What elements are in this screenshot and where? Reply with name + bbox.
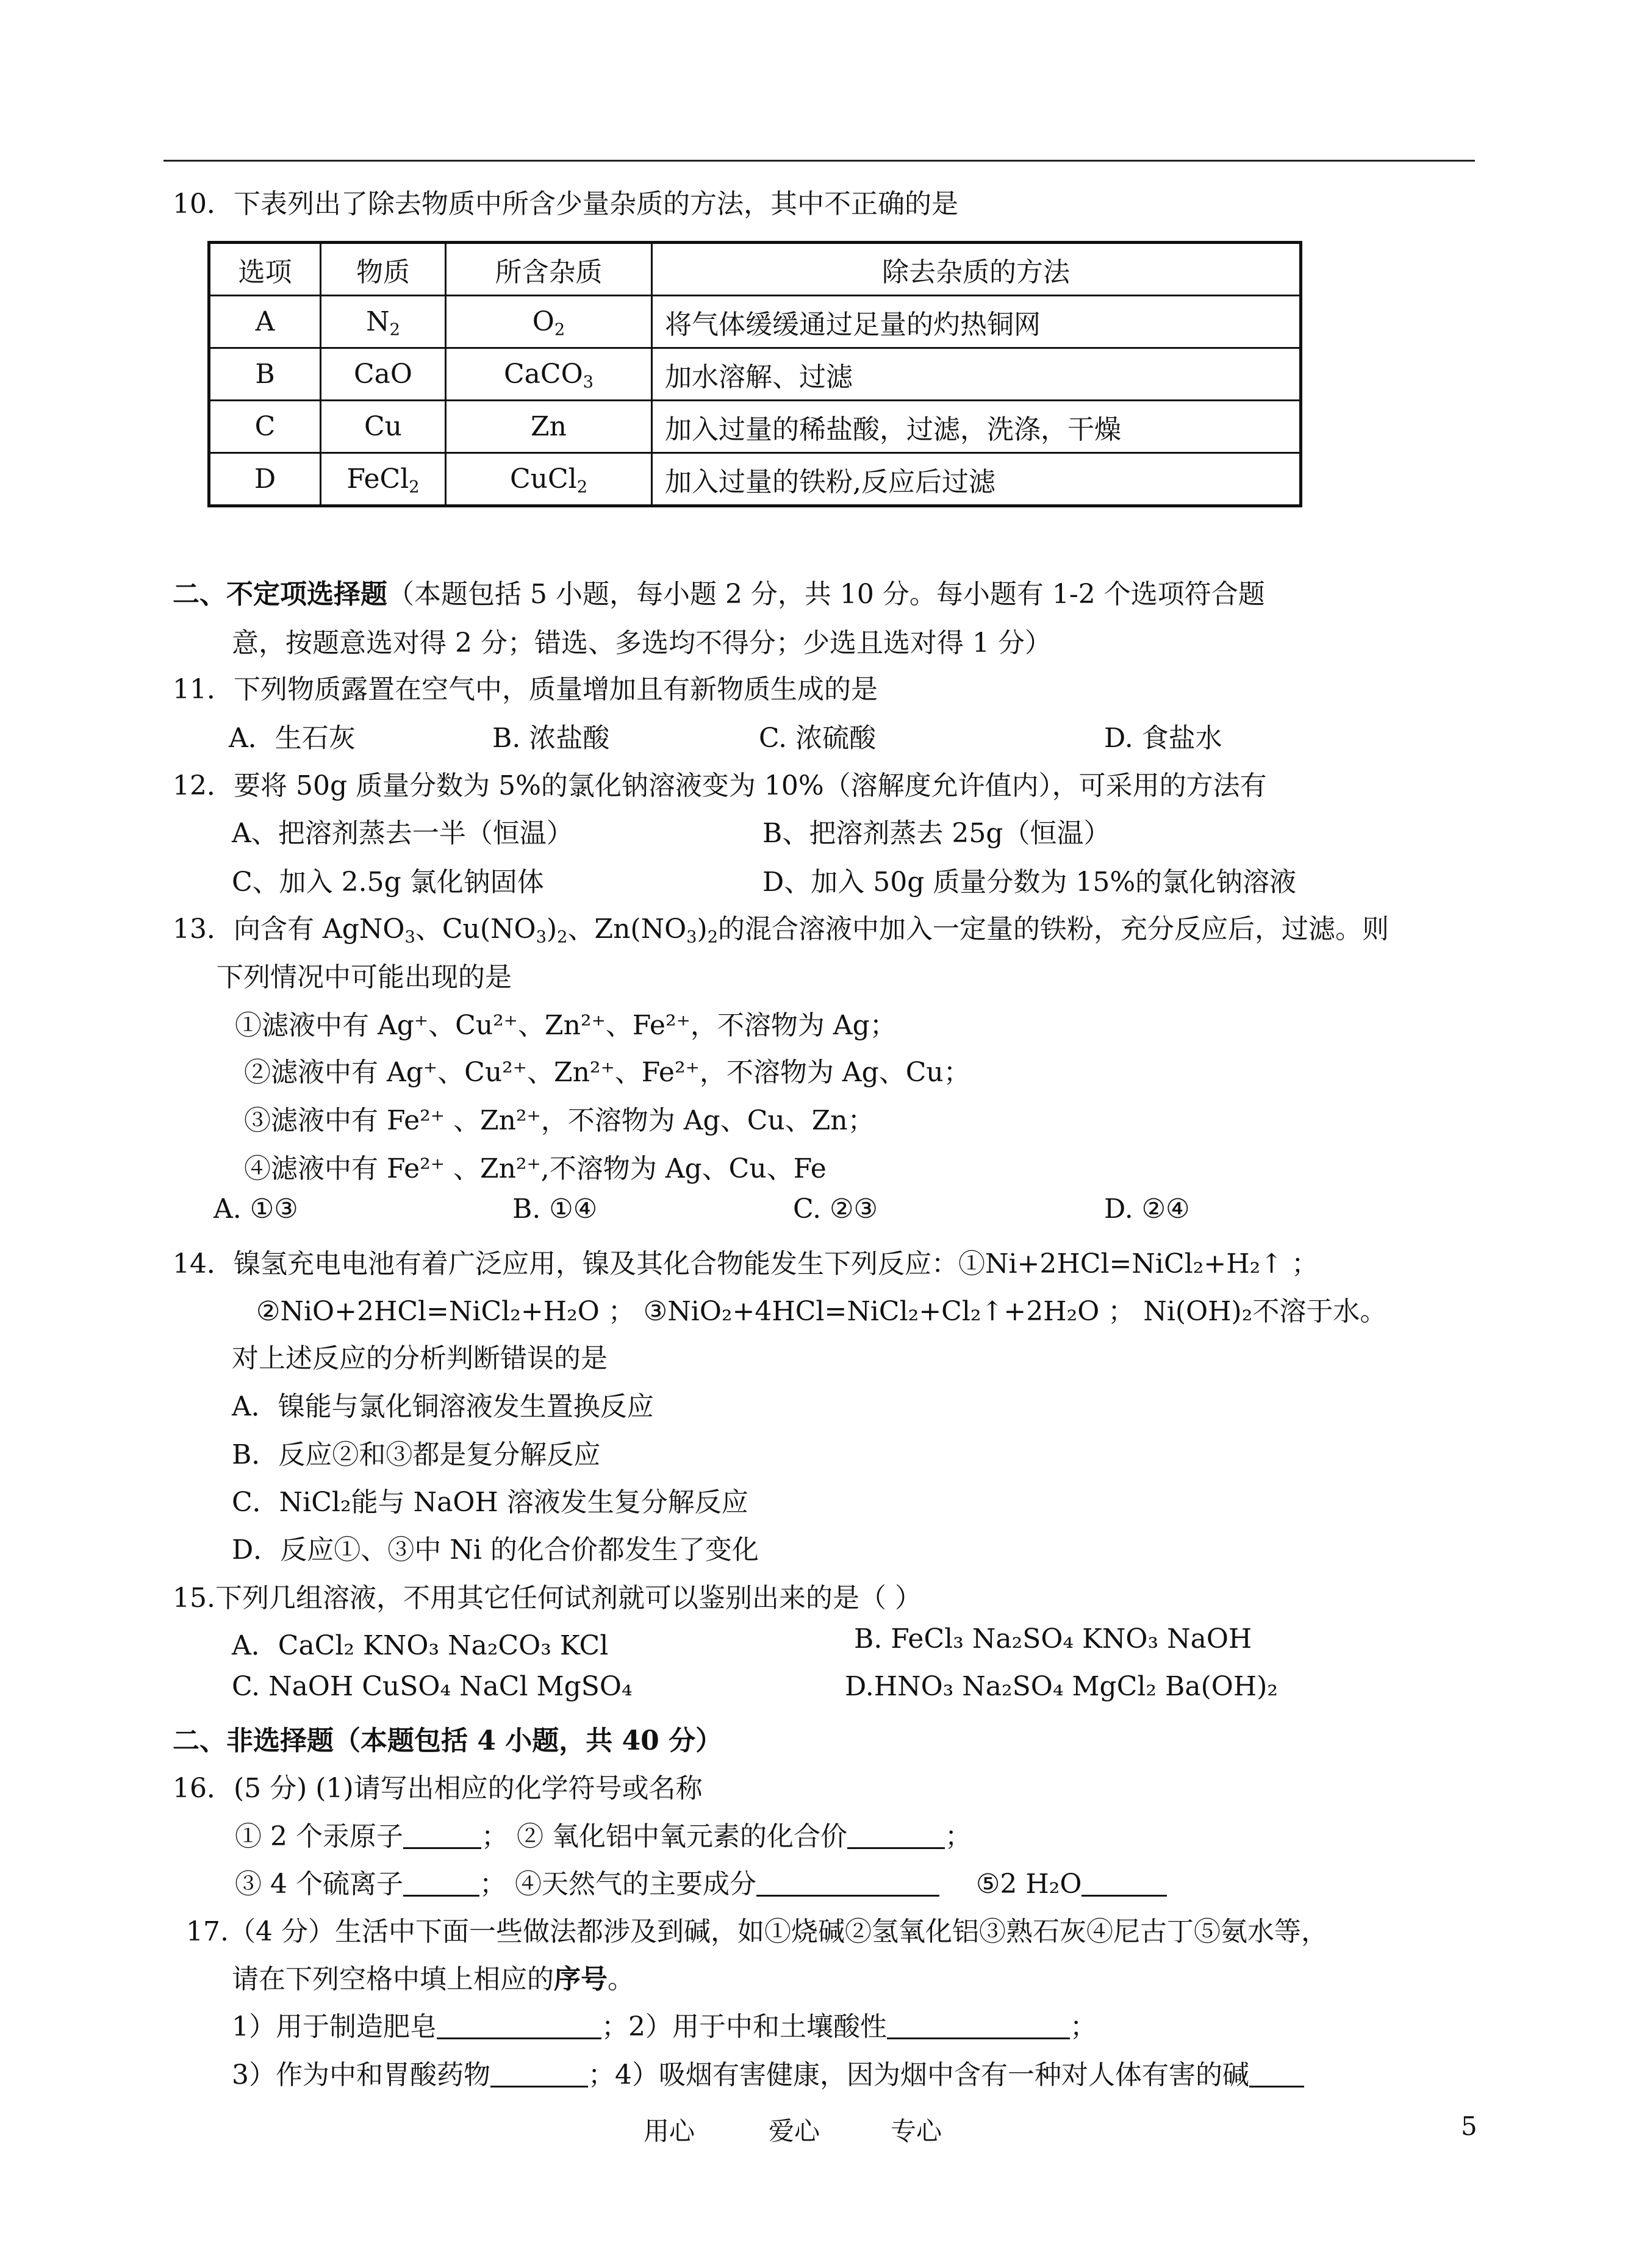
q14-option: C．NiCl₂能与 NaOH 溶液发生复分解反应: [232, 1487, 748, 1518]
substance-cell: CaO: [321, 348, 446, 401]
q13-item: ①滤液中有 Ag⁺、Cu²⁺、Zn²⁺、Fe²⁺，不溶物为 Ag；: [235, 1010, 897, 1041]
impurity-cell: CaCO$_3$: [446, 348, 652, 401]
answer-blank[interactable]: [1081, 1874, 1167, 1897]
answer-blank[interactable]: [490, 2065, 588, 2087]
q14-option: D．反应①、③中 Ni 的化合价都发生了变化: [232, 1534, 759, 1565]
q16-line2: ③ 4 个硫离子 ； ④天然气的主要成分 ⑤2 H₂O: [235, 1862, 1167, 1901]
q10-stem: 10．下表列出了除去物质中所含少量杂质的方法，其中不正确的是: [173, 188, 958, 220]
q15-stem: 15.下列几组溶液，不用其它任何试剂就可以鉴别出来的是（ ）: [173, 1583, 922, 1614]
q14-line3: 对上述反应的分析判断错误的是: [232, 1343, 608, 1374]
answer-blank[interactable]: [887, 2017, 1070, 2039]
q13-option: C. ②③: [793, 1193, 878, 1225]
method-cell: 加入过量的稀盐酸，过滤，洗涤，干燥: [652, 401, 1301, 453]
method-cell: 将气体缓缓通过足量的灼热铜网: [652, 296, 1301, 348]
q14-option: A．镍能与氯化铜溶液发生置换反应: [232, 1391, 654, 1422]
impurity-cell: $O_2$: [446, 296, 652, 348]
q17-line2: 请在下列空格中填上相应的序号。: [232, 1964, 634, 1995]
q13-item: ③滤液中有 Fe²⁺ 、Zn²⁺，不溶物为 Ag、Cu、Zn；: [244, 1105, 875, 1136]
option-cell: B: [209, 348, 321, 401]
table-row: [209, 296, 1301, 348]
header-rule: [163, 160, 1475, 162]
option-cell: A: [209, 296, 321, 348]
page-number: 5: [1461, 2111, 1477, 2141]
q15-option: C. NaOH CuSO₄ NaCl MgSO₄: [232, 1671, 633, 1702]
answer-blank[interactable]: [403, 1874, 479, 1897]
section2-desc1: （本题包括 5 小题，每小题 2 分，共 10 分。每小题有 1-2 个选项符合题: [387, 579, 1265, 610]
q12-option: C、加入 2.5g 氯化钠固体: [232, 867, 544, 898]
footer-motto: 爱心: [769, 2116, 820, 2146]
header-cell: 选项: [209, 243, 321, 296]
q13-line2: 下列情况中可能出现的是: [217, 962, 512, 993]
q17-line4: 3）作为中和胃酸药物 ；4）吸烟有害健康，因为烟中含有一种对人体有害的碱: [232, 2053, 1304, 2092]
method-cell: 加水溶解、过滤: [652, 348, 1301, 401]
q13-item: ②滤液中有 Ag⁺、Cu²⁺、Zn²⁺、Fe²⁺，不溶物为 Ag、Cu；: [244, 1057, 970, 1088]
answer-blank[interactable]: [1249, 2065, 1304, 2087]
section2-heading: [173, 572, 1265, 611]
option-cell: D: [209, 453, 321, 506]
table-row: [209, 453, 1301, 506]
q13-item: ④滤液中有 Fe²⁺ 、Zn²⁺,不溶物为 Ag、Cu、Fe: [244, 1153, 827, 1184]
q12-option: B、把溶剂蒸去 25g（恒温）: [762, 818, 1111, 849]
table-row: [209, 401, 1301, 453]
substance-cell: Cu: [321, 401, 446, 453]
q12-option: A、把溶剂蒸去一半（恒温）: [232, 818, 573, 849]
table-row: [209, 348, 1301, 401]
header-cell: 物质: [321, 243, 446, 296]
substance-cell: FeCl$_2$: [321, 453, 446, 506]
q16-stem: 16．(5 分) (1)请写出相应的化学符号或名称: [173, 1773, 703, 1804]
table-header-row: [209, 243, 1301, 296]
section3-title: 二、非选择题（本题包括 4 小题，共 40 分）: [173, 1725, 723, 1756]
section2-title: 二、不定项选择题: [173, 579, 387, 610]
answer-blank[interactable]: [756, 1874, 939, 1897]
answer-blank[interactable]: [403, 1826, 481, 1849]
header-cell: 除去杂质的方法: [652, 243, 1301, 296]
q11-option: C. 浓硫酸: [759, 723, 877, 754]
q11-option: B. 浓盐酸: [492, 723, 610, 754]
q11-stem: 11．下列物质露置在空气中，质量增加且有新物质生成的是: [173, 674, 878, 705]
footer-motto: 用心: [644, 2116, 695, 2146]
answer-blank[interactable]: [847, 1826, 945, 1849]
q15-option: D.HNO₃ Na₂SO₄ MgCl₂ Ba(OH)₂: [845, 1671, 1279, 1702]
q17-stem: 17.（4 分）生活中下面一些做法都涉及到碱，如①烧碱②氢氧化铝③熟石灰④尼古丁⑤氨水等，: [186, 1916, 1328, 1947]
q15-option: B. FeCl₃ Na₂SO₄ KNO₃ NaOH: [854, 1623, 1252, 1654]
substance-cell: $N_2$: [321, 296, 446, 348]
q15-option: A．CaCl₂ KNO₃ Na₂CO₃ KCl: [232, 1630, 609, 1661]
q11-option: A．生石灰: [229, 723, 356, 754]
impurity-cell: CuCl$_2$: [446, 453, 652, 506]
q12-stem: 12．要将 50g 质量分数为 5%的氯化钠溶液变为 10%（溶解度允许值内），可采用的方法有: [173, 770, 1267, 801]
q13-stem: 13．向含有 AgNO$_3$、$Cu(NO_3)_2$、$Zn(NO_3)_2$的混合溶液中加入一定量的铁粉，充分反应后，过滤。则: [173, 914, 1390, 947]
impurity-cell: Zn: [446, 401, 652, 453]
option-cell: C: [209, 401, 321, 453]
header-cell: 所含杂质: [446, 243, 652, 296]
q14-option: B．反应②和③都是复分解反应: [232, 1439, 601, 1470]
q10-table: [207, 241, 1302, 507]
answer-blank[interactable]: [437, 2017, 601, 2039]
q17-line3: 1）用于制造肥皂 ；2）用于中和土壤酸性 ；: [232, 2011, 1097, 2042]
q14-line2: ②NiO+2HCl=NiCl₂+H₂O ； ③NiO₂+4HCl=NiCl₂+Cl₂↑+2H₂O ； Ni(OH)₂不溶于水。: [256, 1296, 1387, 1327]
q13-option: D. ②④: [1104, 1193, 1190, 1225]
q12-option: D、加入 50g 质量分数为 15%的氯化钠溶液: [762, 867, 1297, 898]
q13-option: B. ①④: [512, 1193, 598, 1225]
q13-option: A. ①③: [213, 1193, 298, 1225]
q16-line1: ① 2 个汞原子 ； ② 氧化铝中氧元素的化合价 ；: [235, 1821, 972, 1852]
q11-option: D. 食盐水: [1104, 723, 1222, 754]
q14-line1: 14．镍氢充电电池有着广泛应用，镍及其化合物能发生下列反应：①Ni+2HCl=NiCl₂+H₂↑ ；: [173, 1248, 1319, 1279]
footer-motto: 专心: [891, 2116, 942, 2146]
section2-desc2: 意，按题意选对得 2 分；错选、多选均不得分；少选且选对得 1 分）: [232, 628, 1052, 659]
method-cell: 加入过量的铁粉,反应后过滤: [652, 453, 1301, 506]
